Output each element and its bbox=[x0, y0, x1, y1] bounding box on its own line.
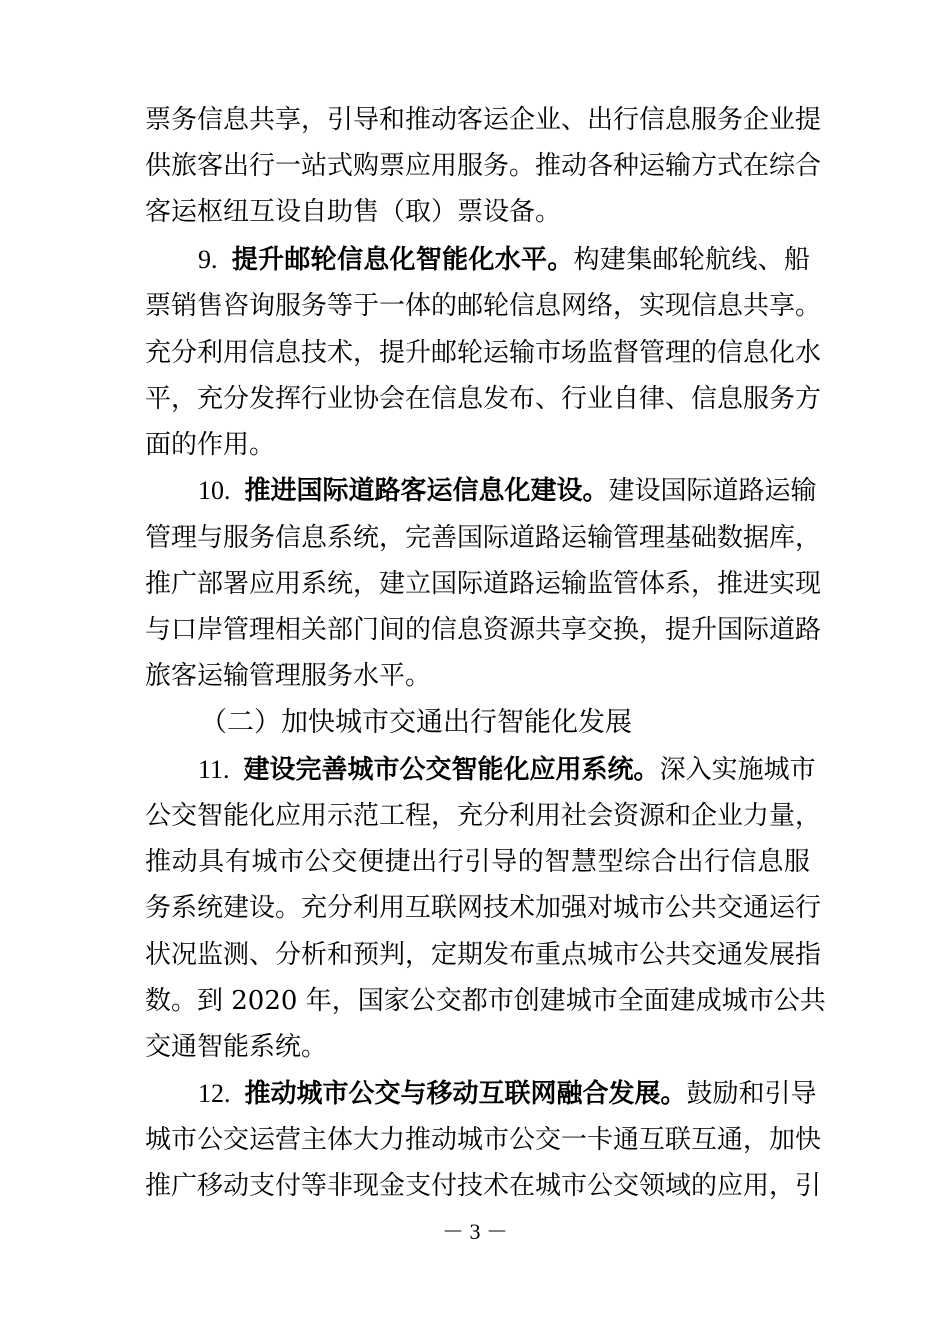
item-number: 12. bbox=[198, 1079, 231, 1108]
item-10-first-line bbox=[198, 474, 817, 508]
paragraph-line: 面的作用。 bbox=[145, 430, 276, 460]
paragraph-line: 数。到 2020 年，国家公交都市创建城市全面建成城市公共 bbox=[145, 986, 826, 1016]
paragraph-line: 票销售咨询服务等于一体的邮轮信息网络，实现信息共享。 bbox=[145, 291, 822, 321]
item-text: 构建集邮轮航线、船 bbox=[573, 245, 810, 275]
item-text: 深入实施城市 bbox=[659, 755, 816, 785]
paragraph-line: 客运枢纽互设自助售（取）票设备。 bbox=[145, 197, 562, 227]
paragraph-line: 管理与服务信息系统，完善国际道路运输管理基础数据库， bbox=[145, 523, 822, 553]
paragraph-line: 平，充分发挥行业协会在信息发布、行业自律、信息服务方 bbox=[145, 384, 822, 414]
paragraph-line: 城市公交运营主体大力推动城市公交一卡通互联互通，加快 bbox=[145, 1125, 822, 1155]
paragraph-line: 供旅客出行一站式购票应用服务。推动各种运输方式在综合 bbox=[145, 151, 822, 181]
item-9-first-line bbox=[198, 243, 810, 277]
item-title: 建设完善城市公交智能化应用系统。 bbox=[243, 755, 660, 785]
item-number: 11. bbox=[198, 755, 230, 784]
section-heading: （二）加快城市交通出行智能化发展 bbox=[200, 707, 632, 738]
item-title: 推进国际道路客运信息化建设。 bbox=[244, 476, 609, 506]
item-11-first-line bbox=[198, 753, 816, 787]
paragraph-line: 推广部署应用系统，建立国际道路运输监管体系，推进实现 bbox=[145, 569, 822, 599]
paragraph-line: 票务信息共享，引导和推动客运企业、出行信息服务企业提 bbox=[145, 105, 822, 135]
paragraph-line: 与口岸管理相关部门间的信息资源共享交换，提升国际道路 bbox=[145, 615, 822, 645]
paragraph-line: 状况监测、分析和预判，定期发布重点城市公共交通发展指 bbox=[145, 940, 822, 970]
item-text: 建设国际道路运输 bbox=[608, 476, 817, 506]
item-number: 9. bbox=[198, 245, 218, 274]
item-title: 推动城市公交与移动互联网融合发展。 bbox=[244, 1079, 687, 1109]
paragraph-line: 推动具有城市公交便捷出行引导的智慧型综合出行信息服 bbox=[145, 847, 810, 877]
paragraph-line: 推广移动支付等非现金支付技术在城市公交领域的应用，引 bbox=[145, 1171, 822, 1201]
paragraph-line: 充分利用信息技术，提升邮轮运输市场监督管理的信息化水 bbox=[145, 338, 822, 368]
paragraph-line: 旅客运输管理服务水平。 bbox=[145, 661, 432, 691]
paragraph-line: 公交智能化应用示范工程，充分利用社会资源和企业力量， bbox=[145, 801, 822, 831]
item-12-first-line bbox=[198, 1077, 817, 1111]
item-number: 10. bbox=[198, 476, 231, 505]
paragraph-line: 交通智能系统。 bbox=[145, 1032, 328, 1062]
item-text: 鼓励和引导 bbox=[686, 1079, 817, 1109]
page-number: － 3 － bbox=[441, 1219, 508, 1244]
paragraph-line: 务系统建设。充分利用互联网技术加强对城市公共交通运行 bbox=[145, 893, 822, 923]
item-title: 提升邮轮信息化智能化水平。 bbox=[231, 245, 574, 275]
